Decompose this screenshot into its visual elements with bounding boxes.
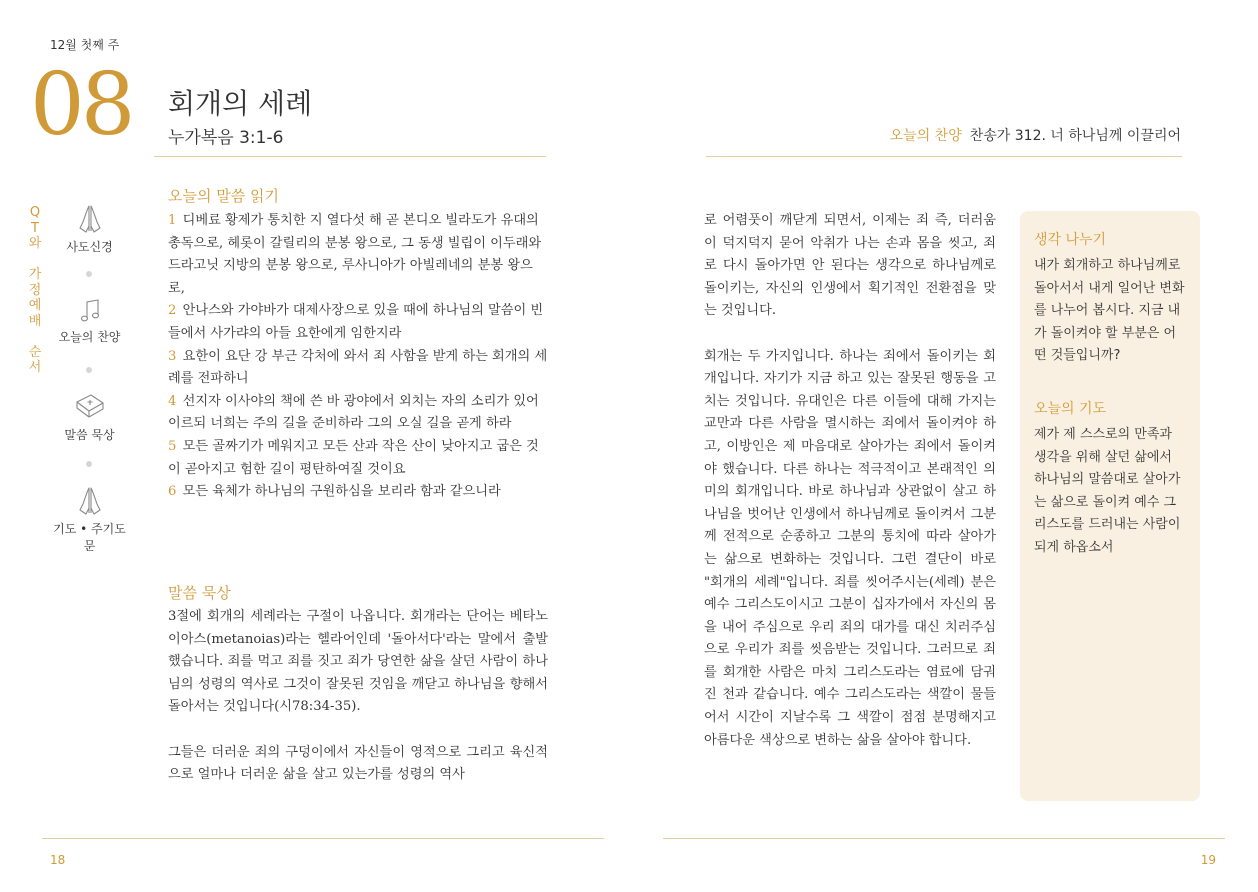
step-label: 사도신경: [66, 240, 113, 254]
verse: [168, 391, 548, 436]
footer-rule-right: [663, 838, 1225, 839]
step-apostles-creed: [52, 204, 127, 255]
vertical-spacer: [28, 252, 42, 268]
verse-text: 선지자 이사야의 책에 쓴 바 광야에서 외치는 자의 소리가 있어 이르되 너희는 주의 길을 준비하라 그의 오실 길을 곧게 하라: [168, 393, 539, 432]
step-divider-dot: [86, 367, 92, 373]
verse-number: 3: [168, 348, 177, 364]
vertical-spacer: [28, 329, 42, 345]
prayer-text: 제가 제 스스로의 만족과 생각을 위해 살던 삶에서 하나님의 말씀대로 살아가는 삶으로 돌이켜 예수 그리스도를 드러내는 사람이 되게 하옵소서: [1034, 427, 1181, 555]
vertical-char: 순: [28, 344, 42, 360]
vertical-char: Q: [29, 205, 41, 220]
reflection-box: [1020, 211, 1200, 801]
verse-number: 6: [168, 484, 177, 500]
verse-number: 5: [168, 438, 177, 454]
verse-number: 1: [168, 213, 177, 228]
prayer-heading: 오늘의 기도: [1034, 401, 1107, 417]
vertical-char: 예: [28, 298, 42, 313]
verse: [168, 436, 548, 481]
meditation-body: [168, 606, 548, 809]
verses-list: [168, 210, 548, 504]
meditation-heading: 말씀 묵상: [168, 584, 231, 602]
step-prayer: [52, 486, 127, 554]
vertical-char: 가: [28, 267, 42, 282]
title-rule: [154, 156, 546, 157]
verse: [168, 481, 548, 504]
step-label: 기도 • 주기도문: [53, 522, 126, 553]
body-paragraph: 로 어렴풋이 깨닫게 되면서, 이제는 죄 즉, 더러움이 덕지덕지 묻어 악취가 나는 손과 몸을 씻고, 죄로 다시 돌아가면 안 된다는 생각으로 하나님께로 돌이키는, 자신의 인생에서 획기적인 전환점을 맞는 것입니다.: [704, 213, 996, 319]
sidebar-vertical-title: [28, 205, 42, 376]
week-label: 12월 첫째 주: [50, 38, 120, 52]
body-paragraph: 회개는 두 가지입니다. 하나는 죄에서 돌이키는 회개입니다. 자기가 지금 하고 있는 잘못된 행동을 고치는 것입니다. 유대인은 다른 이들에 대해 가지는 교만과 다른 사람을 멸시하는 죄에서 돌이켜야 하고, 이방인은 제 마음대로 살아가는 죄에서 돌이켜야 했습니다. 다른 하나는 적극적이고 본래적인 의미의 회개입니다. 바로 하나님과 상관없이 살고 하나님을 벗어난 인생에서 하나님께로 돌이켜서 그분께 전적으로 순종하고 그분의 통치에 따라 살아가는 삶으로 변화하는 것입니다. 그런 결단이 바로 "회개의 세례"입니다. 죄를 씻어주시는(세례) 분은 예수 그리스도이시고 그분이 십자가에서 자신의 몸을 내어 주심으로 우리 죄의 대가를 대신 치러주심으로 우리가 죄를 씻음받는 것입니다. 그러므로 죄를 회개한 사람은 마치 그리스도라는 염료에 담궈진 천과 같습니다. 예수 그리스도라는 색깔이 물들어서 시간이 지날수록 그 색깔이 점점 분명해지고 아름다운 색상으로 변하는 삶을 살아야 합니다.: [704, 348, 996, 748]
meditation-paragraph: 그들은 더러운 죄의 구덩이에서 자신들이 영적으로 그리고 육신적으로 얼마나 더러운 삶을 살고 있는가를 성령의 역사: [168, 744, 548, 783]
music-note-icon: [79, 298, 101, 324]
meditation-paragraph: 3절에 회개의 세례라는 구절이 나옵니다. 회개라는 단어는 베타노이아스(metanoias)라는 헬라어인데 '돌아서다'라는 말에서 출발했습니다. 죄를 먹고 죄를 짓고 죄가 당연한 삶을 살던 사람이 하나님의 성령의 역사로 그것이 잘못된 것임을 깨닫고 하나님을 향해서 돌아서는 것입니다(시78:34-35).: [168, 609, 548, 715]
right-column-body: [704, 210, 996, 775]
page-title: 회개의 세례: [168, 87, 313, 120]
prayer-section: [1034, 398, 1188, 560]
sharing-heading: 생각 나누기: [1034, 232, 1107, 248]
praying-hands-icon: [77, 204, 103, 234]
footer-rule-left: [42, 838, 604, 839]
verse-number: 2: [168, 303, 177, 319]
hymn-line: [890, 125, 1181, 145]
page-number-right: 19: [1200, 853, 1216, 867]
verse: [168, 346, 548, 391]
bible-icon: [74, 392, 106, 422]
vertical-char: 배: [28, 313, 42, 329]
vertical-char: T: [31, 220, 39, 236]
hymn-rule: [706, 156, 1182, 157]
reading-heading: 오늘의 말씀 읽기: [168, 187, 279, 205]
step-meditation: [52, 392, 127, 443]
hymn-text: 찬송가 312. 너 하나님께 이끌리어: [969, 128, 1181, 144]
step-divider-dot: [86, 461, 92, 467]
scripture-reference: 누가복음 3:1-6: [168, 128, 284, 148]
step-divider-dot: [86, 271, 92, 277]
step-hymn: [52, 298, 127, 345]
vertical-char: 정: [28, 282, 42, 298]
vertical-char: 서: [28, 360, 42, 375]
verse-text: 요한이 요단 강 부근 각처에 와서 죄 사함을 받게 하는 회개의 세례를 전파하니: [168, 348, 548, 387]
page-number-left: 18: [50, 853, 66, 867]
verse-number: 4: [168, 393, 177, 409]
praying-hands-icon: [77, 486, 103, 516]
hymn-label: 오늘의 찬양: [889, 128, 962, 144]
day-number: 08: [30, 55, 132, 155]
sharing-text: 내가 회개하고 하나님께로 돌아서서 내게 일어난 변화를 나누어 봅시다. 지금 내가 돌이켜야 할 부분은 어떤 것들입니까?: [1034, 258, 1185, 364]
verse-text: 모든 골짜기가 메워지고 모든 산과 작은 산이 낮아지고 굽은 것이 곧아지고 험한 길이 평탄하여질 것이요: [168, 438, 539, 477]
verse: [168, 300, 548, 345]
verse: [168, 210, 548, 300]
sharing-section: [1034, 229, 1188, 368]
step-label: 오늘의 찬양: [58, 330, 121, 344]
vertical-char: 와: [28, 236, 42, 251]
verse-text: 안나스와 가야바가 대제사장으로 있을 때에 하나님의 말씀이 빈 들에서 사가랴의 아들 요한에게 임한지라: [168, 303, 544, 341]
step-label: 말씀 묵상: [64, 428, 115, 442]
verse-text: 디베료 황제가 통치한 지 열다섯 해 곧 본디오 빌라도가 유대의 총독으로, 헤롯이 갈릴리의 분봉 왕으로, 그 동생 빌립이 이두래와 드라고닛 지방의 분봉 왕으로, 루사니아가 아빌레네의 분봉 왕으로,: [168, 213, 542, 296]
verse-text: 모든 육체가 하나님의 구원하심을 보리라 함과 같으니라: [182, 484, 501, 500]
